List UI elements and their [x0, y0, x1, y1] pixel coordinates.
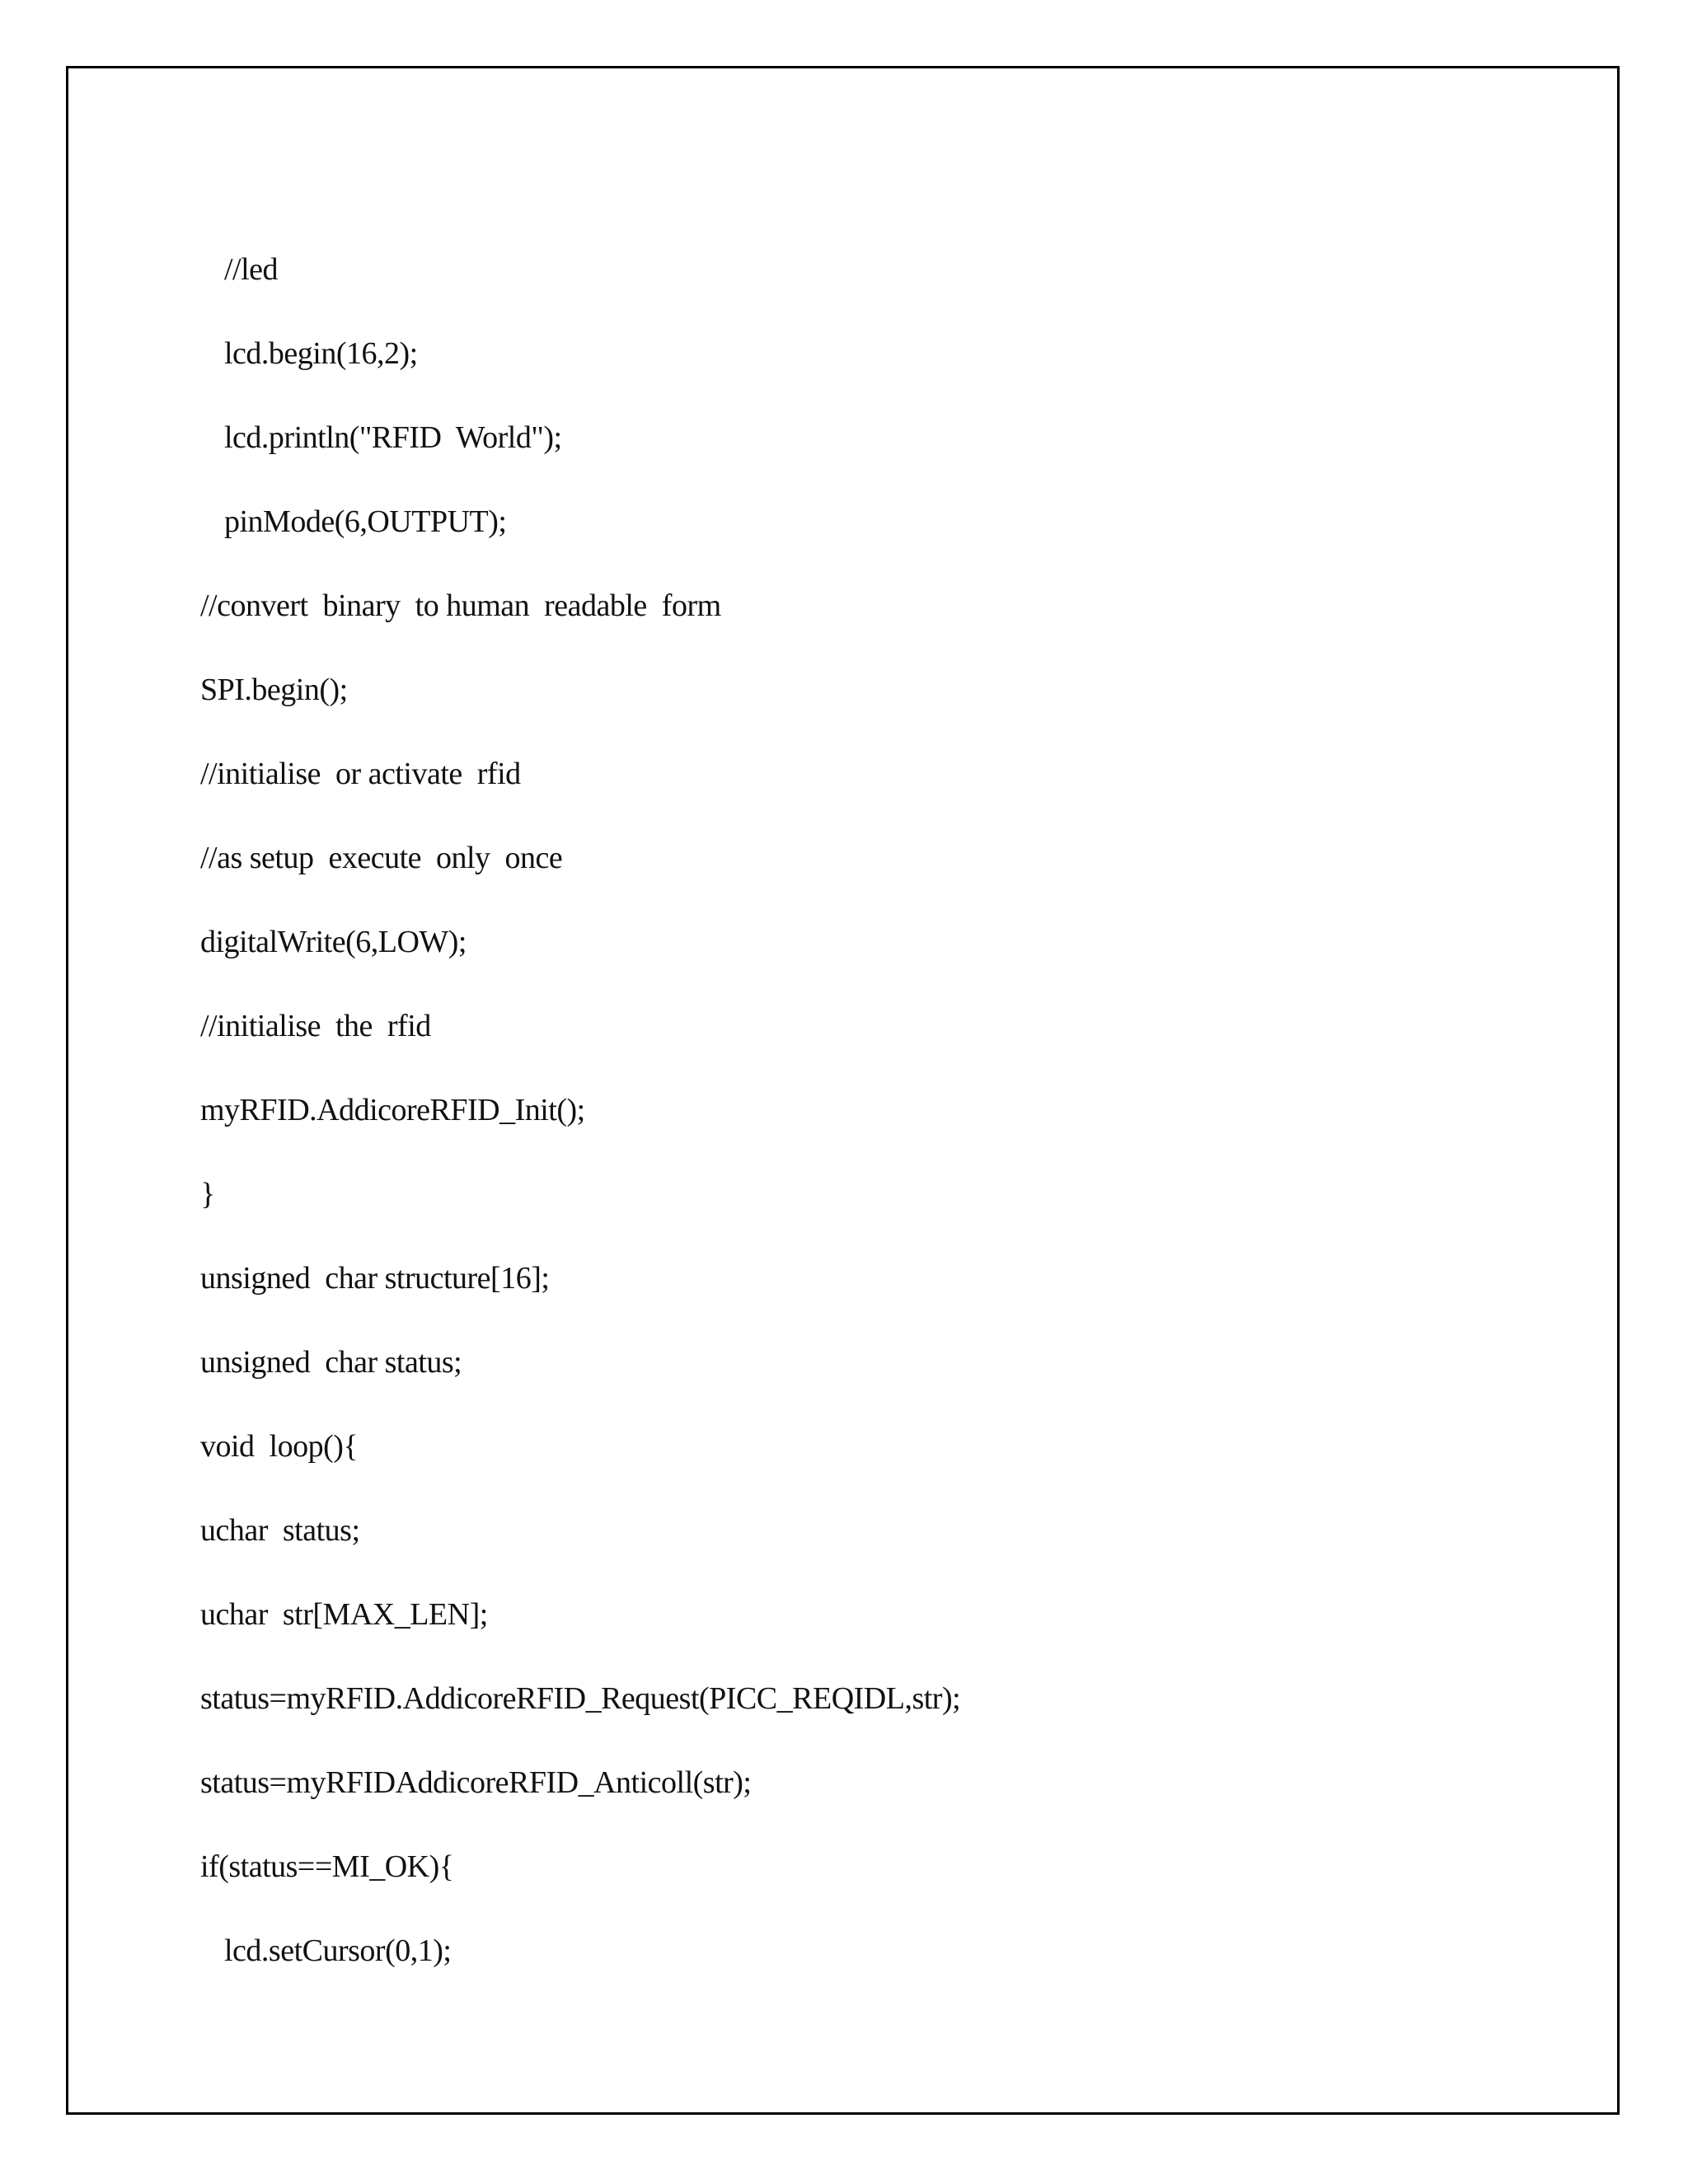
code-line: unsigned char structure[16]; — [200, 1261, 550, 1296]
code-line: status=myRFIDAddicoreRFID_Anticoll(str); — [200, 1765, 752, 1800]
code-line: //as setup execute only once — [200, 841, 563, 875]
code-line: digitalWrite(6,LOW); — [200, 925, 467, 959]
code-line: //initialise the rfid — [200, 1009, 431, 1043]
code-line: if(status==MI_OK){ — [200, 1849, 454, 1884]
code-line: status=myRFID.AddicoreRFID_Request(PICC_REQIDL,str); — [200, 1681, 961, 1716]
code-line: //led — [217, 252, 279, 287]
code-line: lcd.begin(16,2); — [217, 336, 418, 371]
code-listing — [68, 68, 1617, 2112]
code-line: //initialise or activate rfid — [200, 757, 521, 791]
code-line: void loop(){ — [200, 1429, 359, 1464]
code-line: //convert binary to human readable form — [200, 588, 721, 623]
code-line: lcd.println("RFID World"); — [217, 420, 562, 455]
code-line: unsigned char status; — [200, 1345, 462, 1380]
code-line: } — [200, 1177, 215, 1212]
code-line: pinMode(6,OUTPUT); — [217, 504, 507, 539]
code-line: SPI.begin(); — [200, 673, 348, 707]
code-line: uchar str[MAX_LEN]; — [200, 1597, 488, 1632]
page-frame — [66, 66, 1620, 2115]
code-line: myRFID.AddicoreRFID_Init(); — [200, 1093, 585, 1127]
code-line: uchar status; — [200, 1513, 360, 1548]
code-line: lcd.setCursor(0,1); — [217, 1933, 452, 1968]
